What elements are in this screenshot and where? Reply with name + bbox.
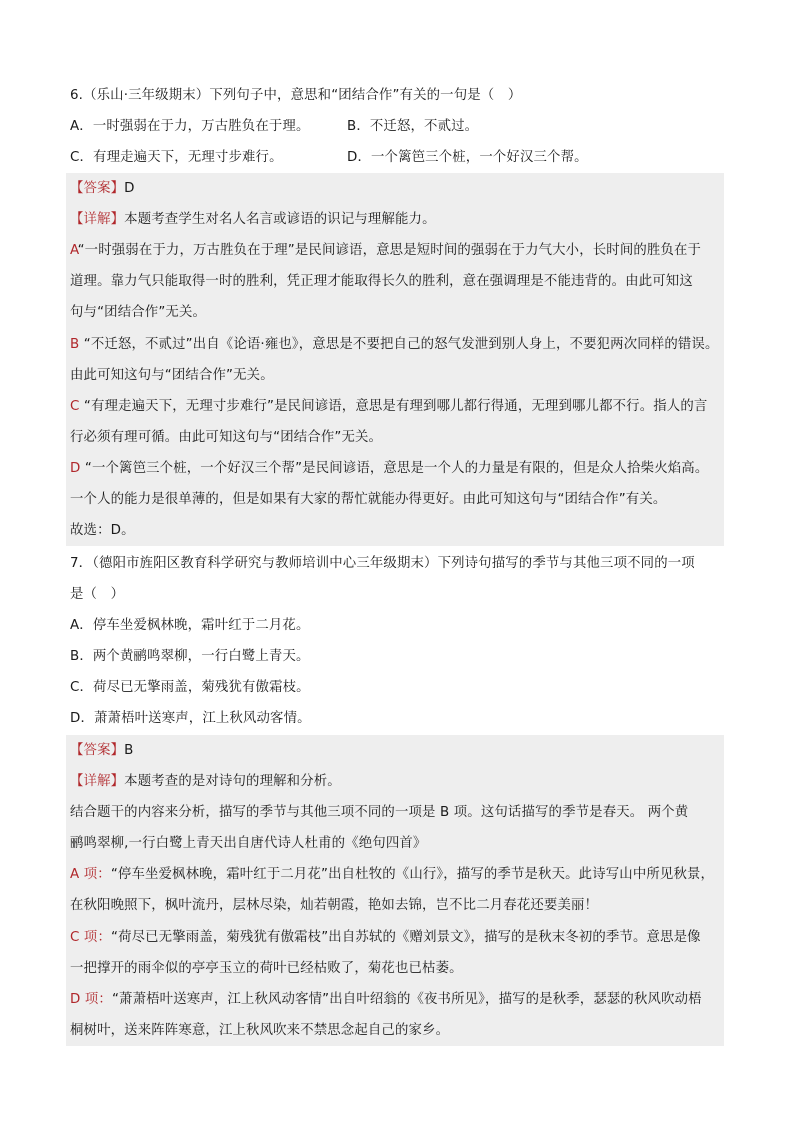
q7-analysis-line-1: 结合题干的内容来分析，描写的季节与其他三项不同的一项是 B 项。这句话描写的季节是春天。 两个黄 (70, 805, 689, 820)
q7-expl-c-line-1 (70, 922, 701, 953)
q6-option-a: A．一时强弱在于力，万古胜负在于理。 (70, 119, 310, 134)
q7-stem-line-2: 是（ ） (70, 587, 125, 602)
expl-text: “不迁怒，不贰过”出自《论语·雍也》，意思是不要把自己的怒气发泄到别人身上，不要犯两次同样的错误。 (79, 337, 719, 352)
q6-detail (70, 204, 436, 235)
q6-option-c: C．有理走遍天下，无理寸步难行。 (70, 150, 283, 165)
q6-expl-a-line-1 (70, 235, 701, 266)
q6-expl-c-line-2: 行必须有理可循。由此可知这句与“团结合作”无关。 (70, 430, 383, 445)
option-prefix: A 项： (70, 867, 111, 882)
q7-expl-a-line-2: 在秋阳晚照下，枫叶流丹，层林尽染，灿若朝霞，艳如去锦，岂不比二月春花还要美丽！ (70, 898, 599, 913)
option-letter: C (70, 399, 80, 414)
detail-intro: 本题考查的是对诗句的理解和分析。 (124, 774, 341, 789)
q7-stem-line-1: 7．（德阳市旌阳区教育科学研究与教师培训中心三年级期末）下列诗句描写的季节与其他三项不同的一项 (70, 556, 695, 571)
q6-stem: 6.（乐山·三年级期末）下列句子中，意思和“团结合作”有关的一句是（ ） (70, 88, 522, 103)
expl-text: “荷尽已无擎雨盖，菊残犹有傲霜枝”出自苏轼的《赠刘景文》，描写的是秋末冬初的季节。意思是像 (111, 930, 701, 945)
q6-expl-a-line-2: 道理。靠力气只能取得一时的胜利，凭正理才能取得长久的胜利，意在强调理是不能违背的。由此可知这 (70, 274, 693, 289)
q6-option-row-1 (70, 111, 479, 142)
q6-conclusion: 故选：D。 (70, 523, 135, 538)
answer-value: B (124, 743, 134, 758)
option-letter: D (70, 461, 81, 476)
option-prefix: D 项： (70, 992, 112, 1007)
option-prefix: C 项： (70, 930, 111, 945)
q7-expl-d-line-2: 桐树叶，送来阵阵寒意，江上秋风吹来不禁思念起自己的家乡。 (70, 1023, 450, 1038)
q6-expl-c-line-1 (70, 391, 707, 422)
option-letter: B (70, 337, 80, 352)
expl-text: “停车坐爱枫林晚，霜叶红于二月花”出自杜牧的《山行》，描写的季节是秋天。此诗写山中所见秋景， (110, 867, 715, 882)
expl-text: “一时强弱在于力，万古胜负在于理”是民间谚语，意思是短时间的强弱在于力气大小，长时间的胜负在于 (77, 243, 702, 258)
q7-expl-a-line-1 (70, 859, 714, 890)
answer-tag: 【答案】 (70, 181, 125, 196)
q7-expl-c-line-2: 一把撑开的雨伞似的亭亭玉立的荷叶已经枯败了，菊花也已枯萎。 (70, 961, 463, 976)
detail-tag: 【详解】 (70, 774, 125, 789)
q7-analysis-line-2: 鹂鸣翠柳,一行白鹭上青天出自唐代诗人杜甫的《绝句四首》 (70, 836, 427, 851)
q7-option-c: C．荷尽已无擎雨盖，菊残犹有傲霜枝。 (70, 680, 310, 695)
q7-answer (70, 735, 134, 766)
q6-expl-d-line-2: 一个人的能力是很单薄的，但是如果有大家的帮忙就能办得更好。由此可知这句与“团结合作”有关。 (70, 492, 667, 507)
q7-option-d: D．萧萧梧叶送寒声，江上秋风动客情。 (70, 711, 311, 726)
q7-option-a: A．停车坐爱枫林晚，霜叶红于二月花。 (70, 618, 310, 633)
q6-answer (70, 173, 135, 204)
option-letter: A (70, 243, 78, 258)
detail-intro: 本题考查学生对名人名言或谚语的识记与理解能力。 (124, 212, 436, 227)
q6-option-row-2 (70, 142, 588, 173)
expl-text: “萧萧梧叶送寒声，江上秋风动客情”出自叶绍翁的《夜书所见》，描写的是秋季，瑟瑟的秋风吹动梧 (111, 992, 702, 1007)
q6-option-b: B．不迁怒，不贰过。 (347, 119, 479, 134)
answer-value: D (124, 181, 135, 196)
expl-text: “有理走遍天下，无理寸步难行”是民间谚语，意思是有理到哪儿都行得通，无理到哪儿都不行。指人的言 (79, 399, 708, 414)
q6-option-d: D．一个篱笆三个桩，一个好汉三个帮。 (347, 150, 588, 165)
q6-expl-a-line-3: 句与“团结合作”无关。 (70, 305, 207, 320)
q7-detail (70, 766, 341, 797)
answer-tag: 【答案】 (70, 743, 125, 758)
detail-tag: 【详解】 (70, 212, 125, 227)
q6-expl-b-line-2: 由此可知这句与“团结合作”无关。 (70, 368, 274, 383)
q6-expl-b-line-1 (70, 329, 719, 360)
q6-expl-d-line-1 (70, 453, 708, 484)
expl-text: “一个篱笆三个桩，一个好汉三个帮”是民间谚语，意思是一个人的力量是有限的，但是众人拾柴火焰高。 (80, 461, 709, 476)
q7-expl-d-line-1 (70, 984, 702, 1015)
q7-option-b: B．两个黄鹂鸣翠柳，一行白鹭上青天。 (70, 649, 310, 664)
